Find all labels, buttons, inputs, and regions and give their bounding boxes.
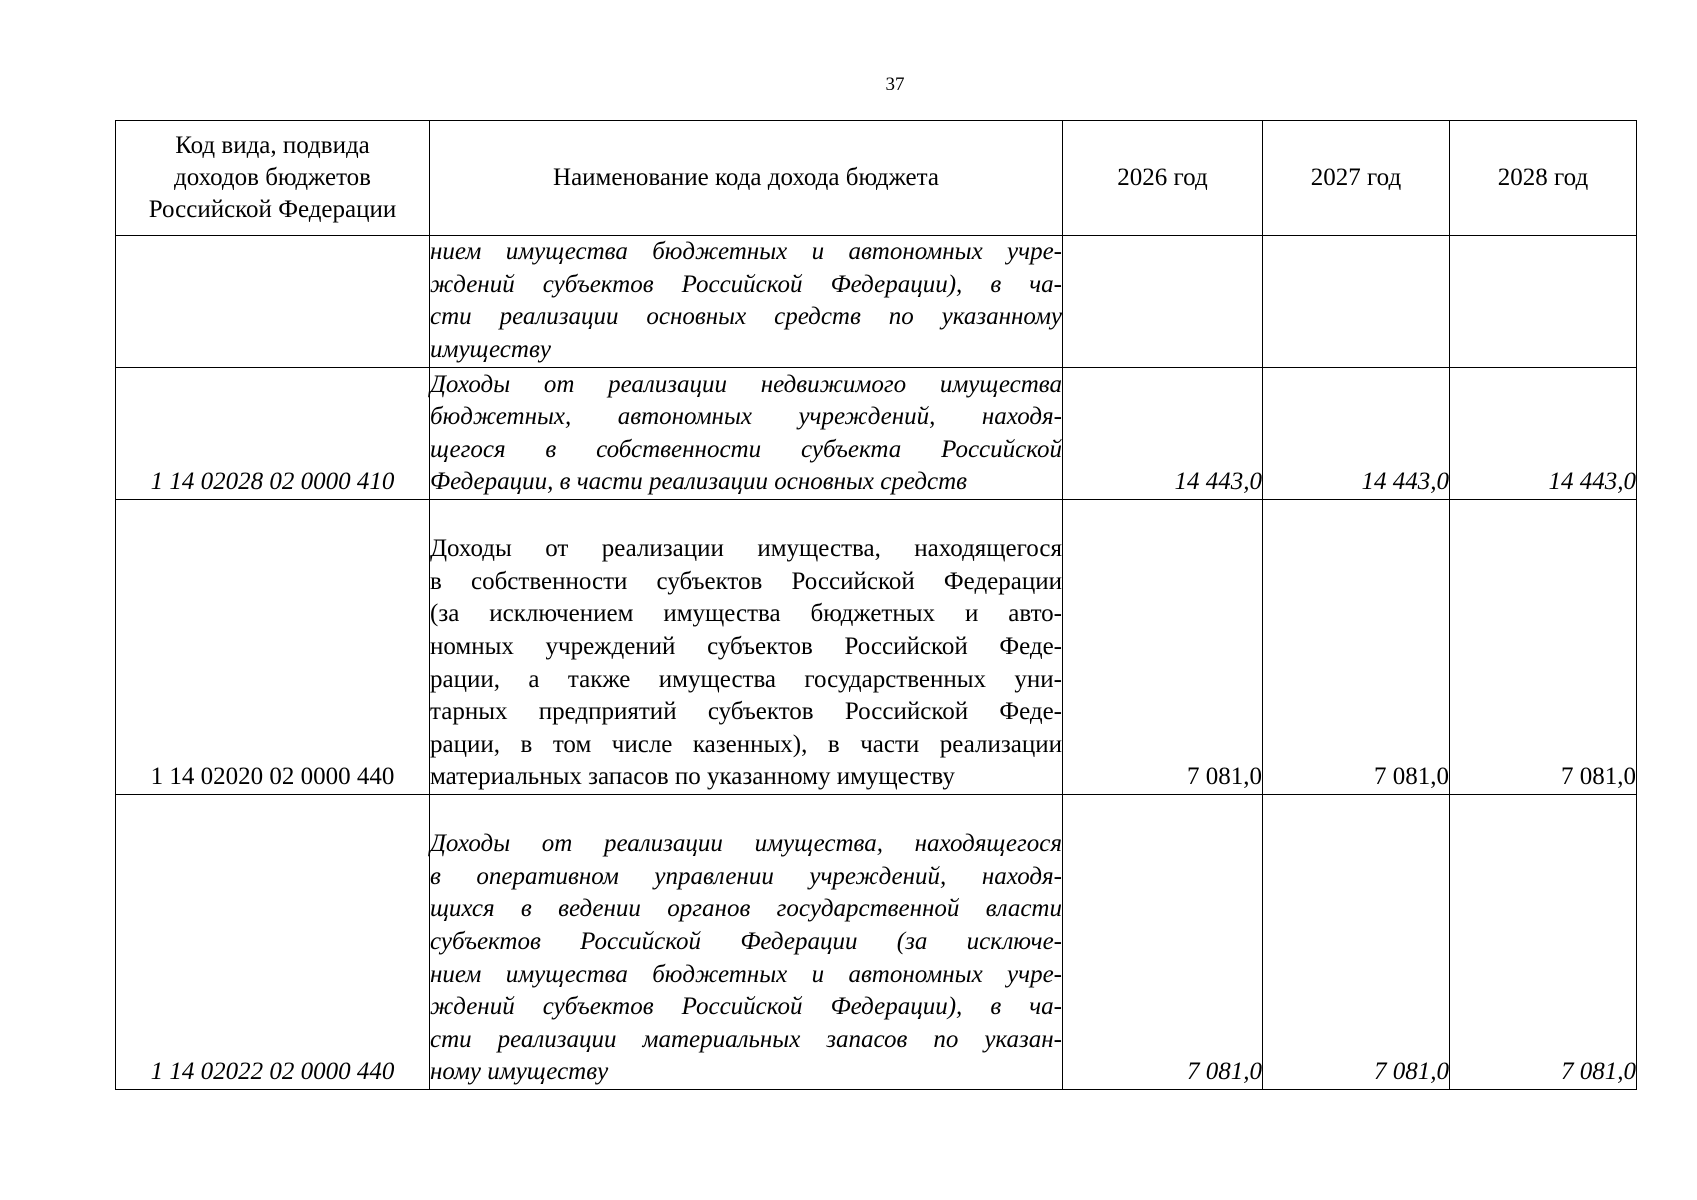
name-line: материальных запасов по указанному имуществу [430,763,955,791]
name-line: Федерации, в части реализации основных средств [430,468,967,496]
name-line: нием имущества бюджетных и автономных учре- [430,238,1062,265]
row-code: 1 14 02022 02 0000 440 [116,795,430,1090]
name-line: бюджетных, автономных учреждений, находя- [430,403,1062,431]
header-code-line: доходов бюджетов [174,164,371,191]
value-2027: 7 081,0 [1263,795,1450,1090]
row-code: 1 14 02020 02 0000 440 [116,500,430,795]
name-line: Доходы от реализации недвижимого имущества [430,370,1062,398]
name-line: щихся в ведении органов государственной власти [430,895,1062,923]
value-2028: 14 443,0 [1450,368,1637,500]
header-code-line: Код вида, подвида [175,132,370,159]
value-2026 [1063,236,1263,368]
name-line: сти реализации материальных запасов по указан- [430,1025,1062,1053]
table-row [116,795,1637,1090]
name-line: ждений субъектов Российской Федерации), в ча- [430,993,1062,1021]
value-2026: 7 081,0 [1063,500,1263,795]
table-row [116,236,1637,368]
row-name [430,795,1063,1090]
value-2028: 7 081,0 [1450,500,1637,795]
value-2026: 14 443,0 [1063,368,1263,500]
name-line: тарных предприятий субъектов Российской Феде- [430,698,1062,726]
value-2027 [1263,236,1450,368]
table-header-row [116,121,1637,236]
name-line: Доходы от реализации имущества, находящегося [430,830,1062,858]
header-code [116,121,430,236]
page-number: 37 [885,74,905,95]
row-name [430,236,1063,368]
header-2027: 2027 год [1263,121,1450,236]
table-row [116,500,1637,795]
row-name [430,368,1063,500]
name-line: имуществу [430,335,551,363]
name-line: субъектов Российской Федерации (за исключе- [430,928,1062,956]
name-line: нием имущества бюджетных и автономных учре- [430,960,1062,988]
name-line: рации, а также имущества государственных уни- [430,665,1062,693]
value-2028 [1450,236,1637,368]
name-line: в собственности субъектов Российской Федерации [430,567,1062,595]
value-2026: 7 081,0 [1063,795,1263,1090]
name-line: рации, в том числе казенных), в части реализации [430,730,1062,758]
header-2028: 2028 год [1450,121,1637,236]
row-code: 1 14 02028 02 0000 410 [116,368,430,500]
header-name: Наименование кода дохода бюджета [430,121,1063,236]
budget-revenue-table [115,120,1637,1090]
name-line: в оперативном управлении учреждений, находя- [430,862,1062,890]
name-line: Доходы от реализации имущества, находящегося [430,535,1062,563]
header-code-line: Российской Федерации [148,196,397,223]
name-line: ному имуществу [430,1058,609,1086]
name-line: ждений субъектов Российской Федерации), в ча- [430,270,1062,298]
value-2027: 14 443,0 [1263,368,1450,500]
row-name [430,500,1063,795]
table-row [116,368,1637,500]
name-line: щегося в собственности субъекта Российской [430,435,1062,463]
name-line: (за исключением имущества бюджетных и авто- [430,600,1062,628]
header-2026: 2026 год [1063,121,1263,236]
name-line: номных учреждений субъектов Российской Феде- [430,633,1062,661]
name-line: сти реализации основных средств по указанному [430,303,1062,331]
value-2028: 7 081,0 [1450,795,1637,1090]
row-code [116,236,430,368]
value-2027: 7 081,0 [1263,500,1450,795]
